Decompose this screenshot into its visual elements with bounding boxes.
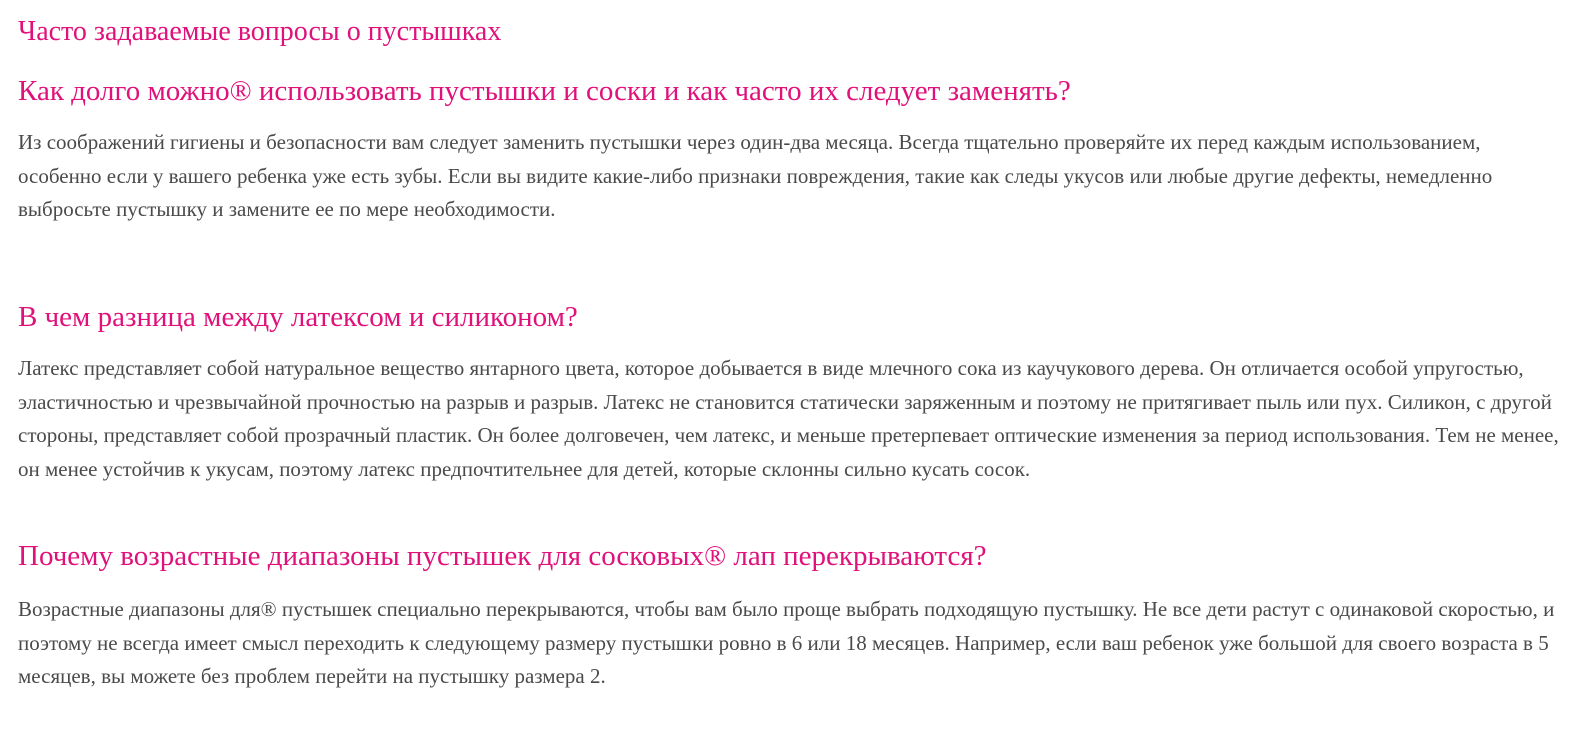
faq-item [18, 537, 1563, 694]
faq-item [18, 298, 1563, 486]
faq-question: В чем разница между латексом и силиконом? [18, 301, 578, 333]
page-title: Часто задаваемые вопросы о пустышках [18, 16, 502, 47]
faq-answer: Возрастные диапазоны для® пустышек специально перекрываются, чтобы вам было проще выбрать подходящую пустышку. Не все дети растут с одинаковой скоростью, и поэтому не всегда имеет смысл переходить к следующему размеру пустышки ровно в 6 или 18 месяцев. Например, если ваш ребенок уже большой для своего возраста в 5 месяцев, вы можете без проблем перейти на пустышку размера 2. [18, 597, 1555, 688]
faq-answer: Латекс представляет собой натуральное вещество янтарного цвета, которое добывается в виде млечного сока из каучукового дерева. Он отличается особой упругостью, эластичностью и чрезвычайной прочностью на разрыв и разрыв. Латекс не становится статически заряженным и поэтому не притягивает пыль или пух. Силикон, с другой стороны, представляет собой прозрачный пластик. Он более долговечен, чем латекс, и меньше претерпевает оптические изменения за период использования. Тем не менее, он менее устойчив к укусам, поэтому латекс предпочтительнее для детей, которые склонны сильно кусать сосок. [18, 356, 1559, 481]
faq-question: Почему возрастные диапазоны пустышек для сосковых® лап перекрываются? [18, 540, 987, 572]
faq-item [18, 72, 1563, 227]
faq-answer: Из соображений гигиены и безопасности вам следует заменить пустышки через один-два месяца. Всегда тщательно проверяйте их перед каждым использованием, особенно если у вашего ребенка уже есть зубы. Если вы видите какие-либо признаки повреждения, такие как следы укусов или любые другие дефекты, немедленно выбросьте пустышку и замените ее по мере необходимости. [18, 130, 1493, 221]
faq-question: Как долго можно® использовать пустышки и соски и как часто их следует заменять? [18, 75, 1071, 107]
